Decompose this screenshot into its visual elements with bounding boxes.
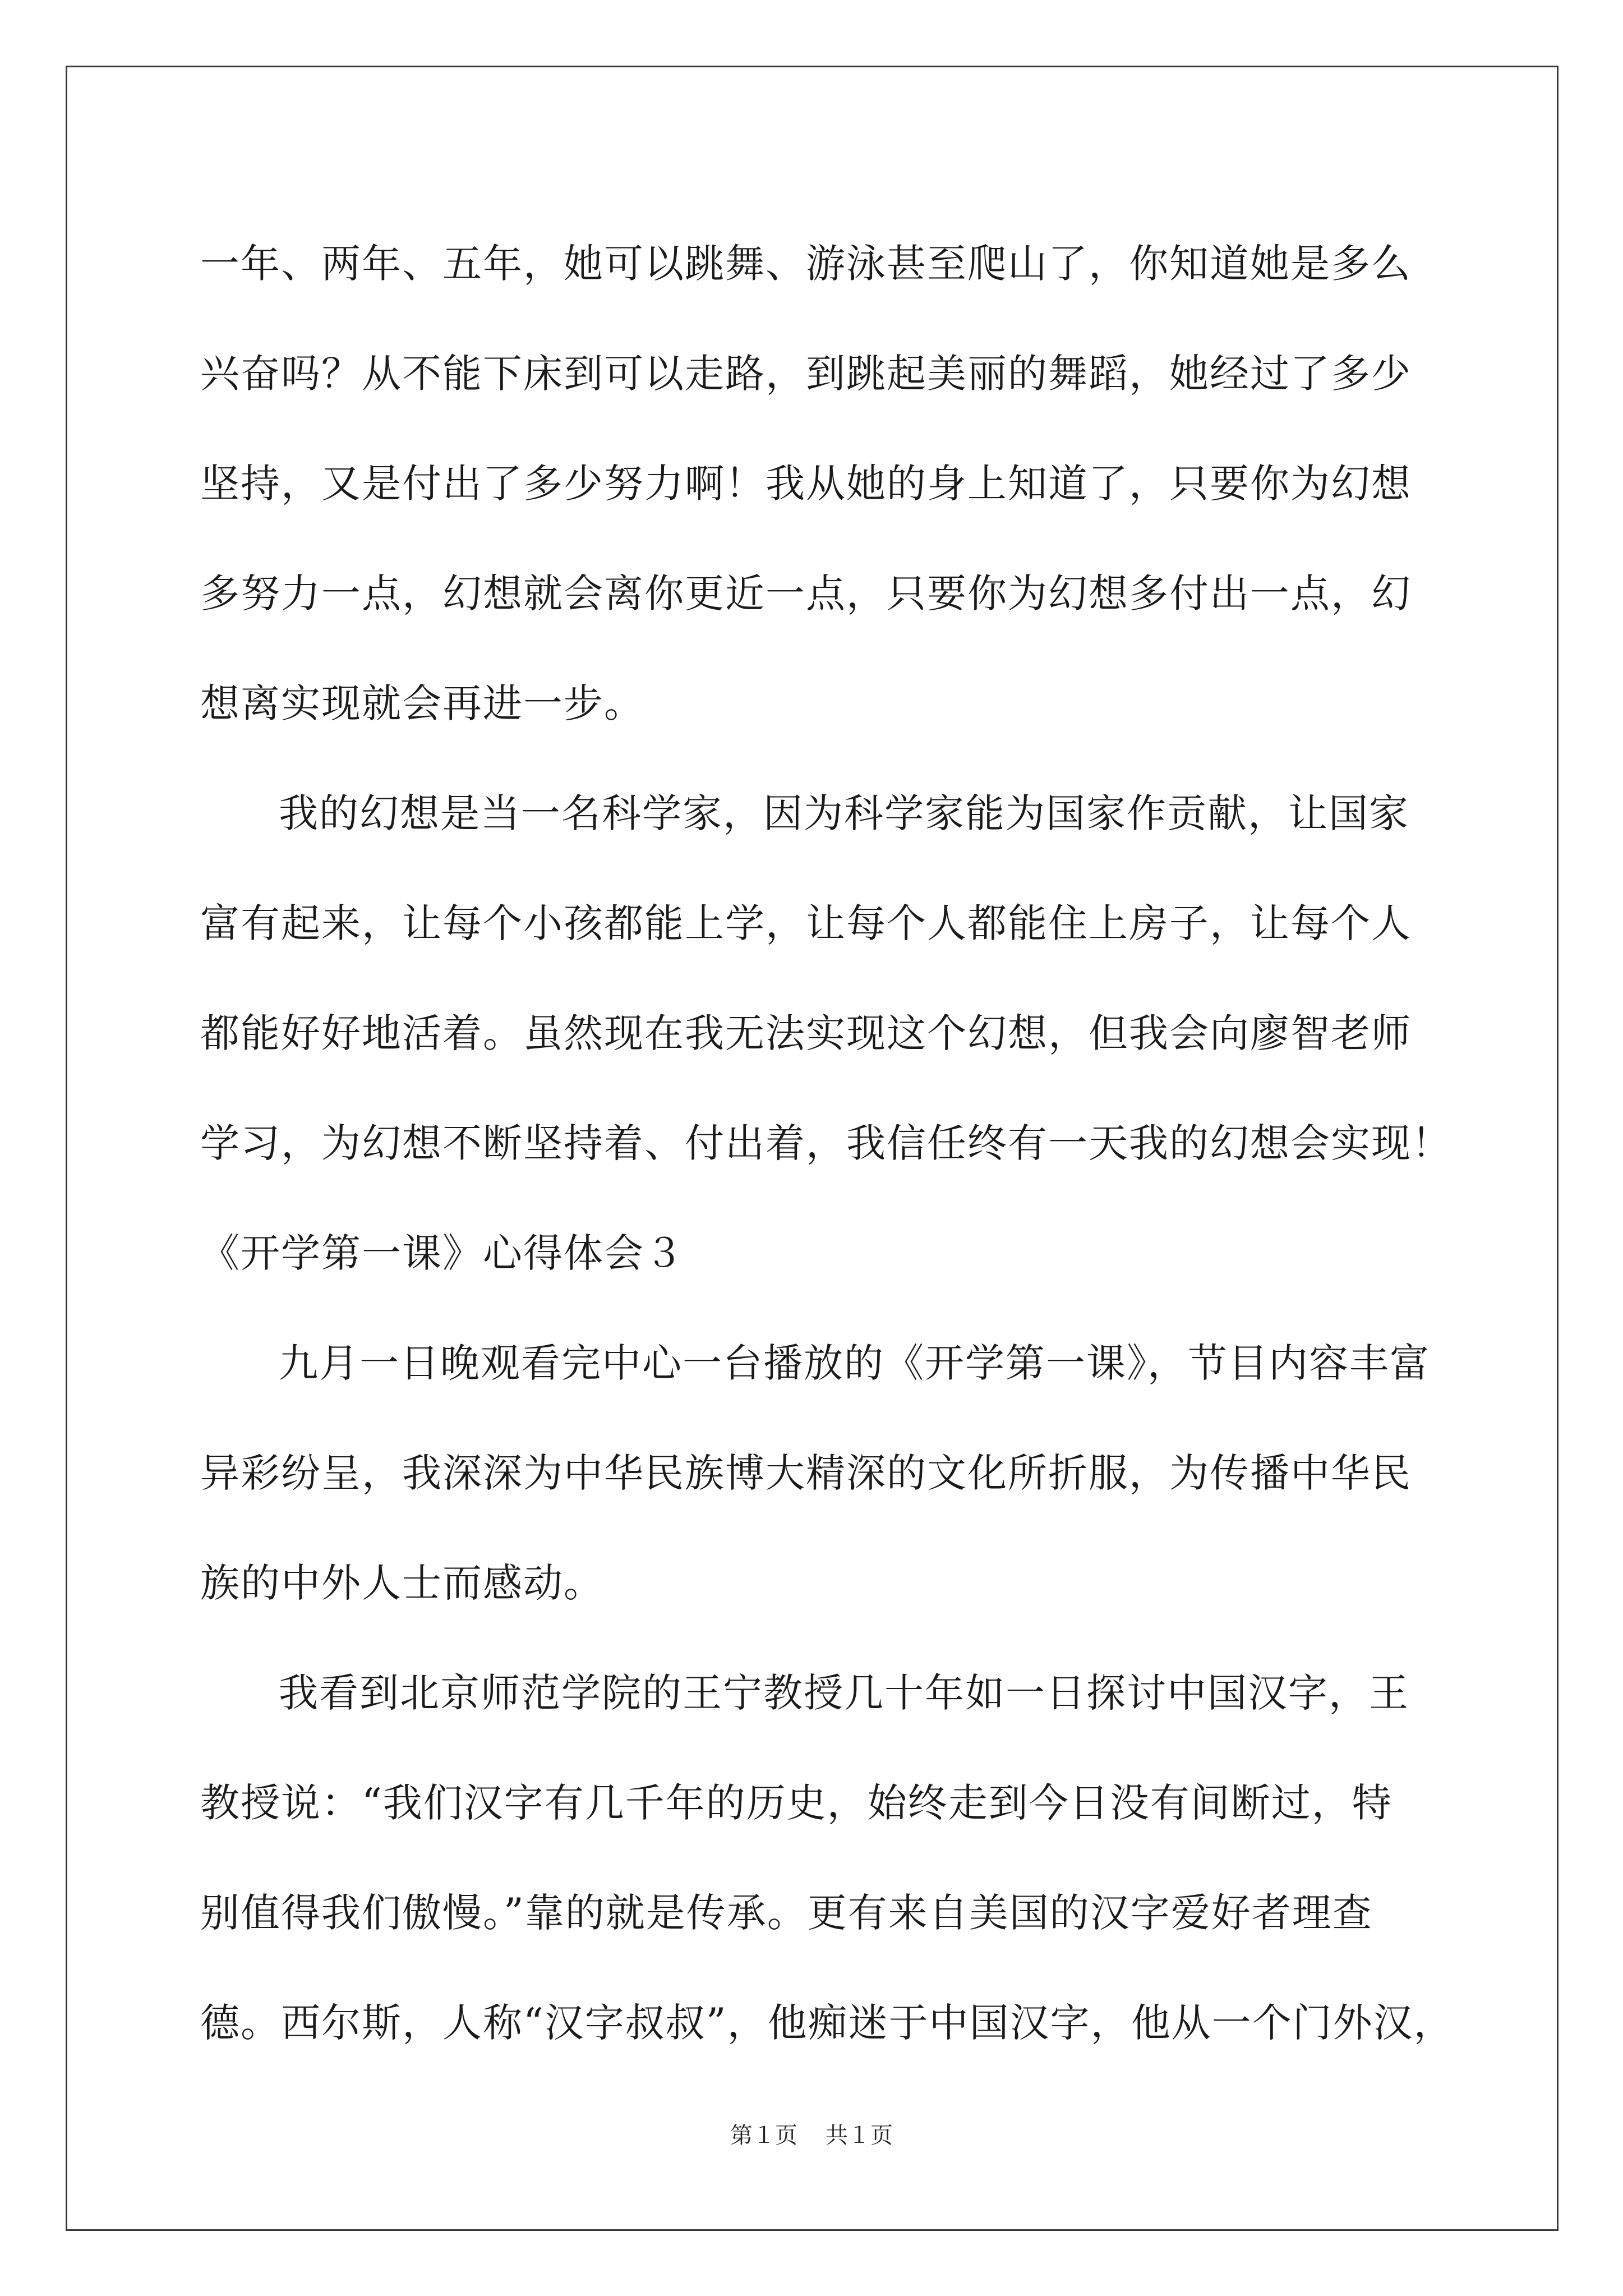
text-line: 富有起来，让每个小孩都能上学，让每个人都能住上房子，让每个人 xyxy=(200,900,1412,946)
page-number: 第１页 xyxy=(730,2123,797,2148)
paragraph-start-line: 我的幻想是当一名科学家，因为科学家能为国家作贡献，让国家 xyxy=(279,790,1409,836)
text-line: 德。西尔斯，人称“汉字叔叔”，他痴迷于中国汉字，他从一个门外汉， xyxy=(200,2000,1454,2046)
paragraph-start-line: 九月一日晚观看完中心一台播放的《开学第一课》，节目内容丰富 xyxy=(279,1340,1430,1386)
text-line: 异彩纷呈，我深深为中华民族博大精深的文化所折服，为传播中华民 xyxy=(200,1450,1412,1496)
text-line: 都能好好地活着。虽然现在我无法实现这个幻想，但我会向廖智老师 xyxy=(200,1010,1412,1056)
page-footer xyxy=(0,2118,1623,2150)
page-total: 共１页 xyxy=(826,2123,893,2148)
text-line: 多努力一点，幻想就会离你更近一点，只要你为幻想多付出一点，幻 xyxy=(200,570,1412,616)
text-line: 想离实现就会再进一步。 xyxy=(200,680,644,726)
section-heading: 《开学第一课》心得体会３ xyxy=(200,1230,685,1276)
text-line: 族的中外人士而感动。 xyxy=(200,1560,604,1606)
text-line: 坚持，又是付出了多少努力啊！我从她的身上知道了，只要你为幻想 xyxy=(200,461,1412,507)
text-line: 兴奋吗？从不能下床到可以走路，到跳起美丽的舞蹈，她经过了多少 xyxy=(200,351,1412,397)
paragraph-start-line: 我看到北京师范学院的王宁教授几十年如一日探讨中国汉字，王 xyxy=(279,1670,1409,1716)
text-line: 教授说：“我们汉字有几千年的历史，始终走到今日没有间断过，特 xyxy=(200,1780,1393,1826)
text-line: 一年、两年、五年，她可以跳舞、游泳甚至爬山了，你知道她是多么 xyxy=(200,241,1412,287)
text-line: 学习，为幻想不断坚持着、付出着，我信任终有一天我的幻想会实现！ xyxy=(200,1120,1452,1166)
document-body xyxy=(200,209,1456,2078)
text-line: 别值得我们傲慢。”靠的就是传承。更有来自美国的汉字爱好者理查 xyxy=(200,1890,1373,1936)
